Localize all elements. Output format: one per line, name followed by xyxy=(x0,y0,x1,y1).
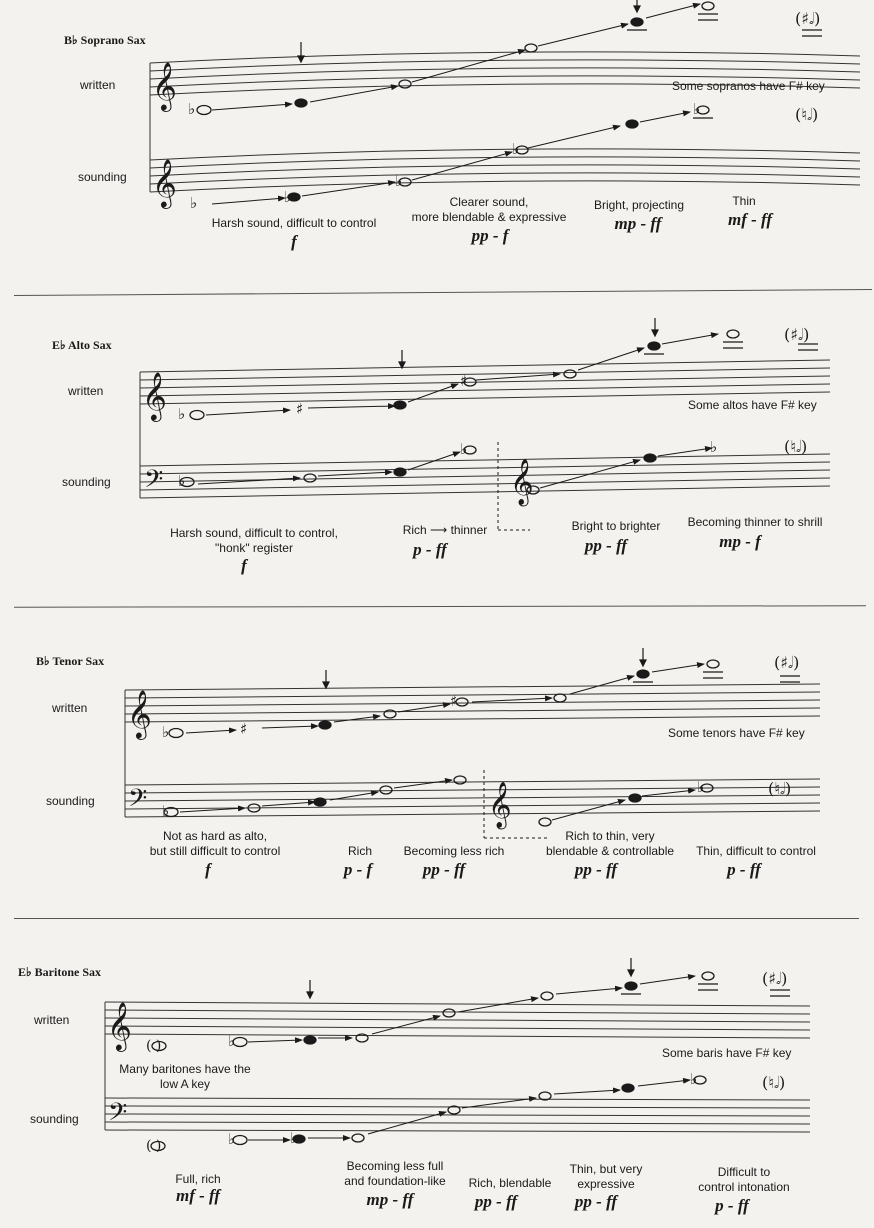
register-dynamic: pp - ff xyxy=(574,1192,618,1211)
written-extra xyxy=(0,0,25,17)
written-label: written xyxy=(80,78,116,92)
fsharp-note: Some baris have F# key xyxy=(662,1046,792,1060)
sounding-label: sounding xyxy=(62,475,111,489)
register-dynamic: pp - ff xyxy=(422,860,466,879)
fsharp-note: Some altos have F# key xyxy=(688,398,817,412)
register-desc: Becoming less full and foundation-like xyxy=(344,1159,446,1188)
register-dynamic: f xyxy=(291,232,297,251)
written-label: written xyxy=(52,701,88,715)
svg-text:(♮𝅗𝅥): (♮𝅗𝅥) xyxy=(795,105,819,124)
svg-text:♯: ♯ xyxy=(450,692,458,710)
register-dynamic: mp - ff xyxy=(366,1190,414,1209)
register-desc: Rich xyxy=(347,844,372,858)
register-desc: Rich ⟶ thinner xyxy=(402,523,488,537)
register-desc: Thin, difficult to control xyxy=(696,844,816,858)
bass-clef-icon: 𝄢 xyxy=(144,465,164,500)
svg-text:♭: ♭ xyxy=(710,438,718,456)
register-desc: Harsh sound, difficult to control, "honk" register xyxy=(170,526,338,555)
fsharp-note: Some tenors have F# key xyxy=(668,726,805,740)
register-dynamic: mp - ff xyxy=(614,214,662,233)
svg-text:(♮𝅗𝅥): (♮𝅗𝅥) xyxy=(762,1073,786,1092)
svg-text:♭: ♭ xyxy=(697,778,705,796)
fsharp-note: Some sopranos have F# key xyxy=(672,79,825,93)
register-desc: Clearer sound, more blendable & expressive xyxy=(411,195,567,224)
register-dynamic: f xyxy=(205,860,211,879)
treble-clef-icon: 𝄞 xyxy=(510,459,534,505)
register-dynamic: pp - ff xyxy=(584,536,628,555)
svg-text:♭: ♭ xyxy=(162,723,170,741)
treble-clef-icon: 𝄞 xyxy=(142,371,167,420)
register-dynamic: p - ff xyxy=(727,860,761,879)
register-desc: Becoming thinner to shrill xyxy=(687,515,823,529)
svg-text:♭: ♭ xyxy=(690,1070,698,1088)
svg-text:♯: ♯ xyxy=(240,720,248,738)
register-desc: Thin xyxy=(732,194,756,208)
treble-clef-icon: 𝄞 xyxy=(127,689,152,738)
svg-text:♭: ♭ xyxy=(178,405,186,423)
register-dynamic: f xyxy=(241,556,247,575)
treble-clef-icon: 𝄞 xyxy=(152,61,177,110)
low-a-note: Many baritones have the low A key xyxy=(119,1062,251,1091)
register-desc: Thin, but very expressive xyxy=(569,1162,643,1191)
sounding-label: sounding xyxy=(46,794,95,808)
register-dynamic: p - f xyxy=(343,860,373,879)
register-desc: Bright to brighter xyxy=(571,519,661,533)
svg-text:♭: ♭ xyxy=(228,1032,236,1050)
svg-text:♭: ♭ xyxy=(284,188,292,206)
svg-text:♯: ♯ xyxy=(296,400,304,418)
register-desc: Harsh sound, difficult to control xyxy=(211,216,377,230)
baritone-sounding-staff xyxy=(105,1098,810,1132)
svg-text:♭: ♭ xyxy=(460,440,468,458)
sounding-label: sounding xyxy=(30,1112,79,1126)
register-dynamic: p - ff xyxy=(715,1196,749,1215)
bass-clef-icon: 𝄢 xyxy=(128,784,148,819)
written-label: written xyxy=(68,384,104,398)
register-desc: Rich to thin, very blendable & controllable xyxy=(545,829,675,858)
svg-text:♭: ♭ xyxy=(190,194,198,212)
svg-text:( ): ( ) xyxy=(146,1038,162,1054)
svg-text:♭: ♭ xyxy=(228,1130,236,1148)
written-label: written xyxy=(34,1013,70,1027)
register-desc: Rich, blendable xyxy=(468,1176,552,1190)
svg-text:(♯𝅗𝅥): (♯𝅗𝅥) xyxy=(795,9,821,28)
bass-clef-icon: 𝄢 xyxy=(108,1098,128,1133)
svg-text:(♮𝅗𝅥): (♮𝅗𝅥) xyxy=(768,779,792,798)
register-dynamic: mf - ff xyxy=(175,1186,221,1205)
sounding-extra xyxy=(29,0,51,17)
svg-text:♭: ♭ xyxy=(178,472,186,490)
register-desc: Becoming less rich xyxy=(403,844,505,858)
svg-text:♭: ♭ xyxy=(290,1129,298,1147)
register-desc: Full, rich xyxy=(175,1172,221,1186)
register-dynamic: pp - ff xyxy=(574,860,618,879)
svg-text:(♯𝅗𝅥): (♯𝅗𝅥) xyxy=(784,325,810,344)
section-divider xyxy=(14,918,859,919)
svg-text:♯: ♯ xyxy=(460,372,468,390)
tenor-written-staff xyxy=(125,684,820,722)
svg-text:♭: ♭ xyxy=(162,802,170,820)
register-dynamic: pp - f xyxy=(471,226,509,245)
register-desc: Not as hard as alto, but still difficult to control xyxy=(149,829,281,858)
alto-sounding-staff xyxy=(140,454,830,498)
svg-text:♭: ♭ xyxy=(512,140,520,158)
register-dynamic: pp - ff xyxy=(474,1192,518,1211)
sounding-label: sounding xyxy=(78,170,127,184)
svg-text:(♯𝅗𝅥): (♯𝅗𝅥) xyxy=(762,969,788,988)
register-dynamic: mf - ff xyxy=(727,210,773,229)
section-title: E♭ Alto Sax xyxy=(52,338,112,352)
svg-text:(♮𝅗𝅥): (♮𝅗𝅥) xyxy=(784,437,808,456)
register-dynamic: mp - f xyxy=(719,532,761,551)
tenor-sounding-staff xyxy=(125,779,820,817)
svg-text:(♯𝅗𝅥): (♯𝅗𝅥) xyxy=(774,653,800,672)
register-dynamic: p - ff xyxy=(413,540,447,559)
section-title: B♭ Soprano Sax xyxy=(64,33,146,47)
section-title: B♭ Tenor Sax xyxy=(36,654,105,668)
treble-clef-icon: 𝄞 xyxy=(152,158,177,207)
treble-clef-icon: 𝄞 xyxy=(107,1001,132,1050)
treble-clef-icon: 𝄞 xyxy=(488,782,512,828)
svg-text:♭: ♭ xyxy=(188,100,196,118)
svg-text:♭: ♭ xyxy=(395,172,403,190)
register-desc: Bright, projecting xyxy=(593,198,685,212)
baritone-written-staff xyxy=(105,1002,810,1038)
soprano-sounding-staff xyxy=(150,149,860,192)
svg-text:♭: ♭ xyxy=(693,100,701,118)
register-desc: Difficult to control intonation xyxy=(698,1165,790,1194)
svg-text:( ): ( ) xyxy=(146,1138,162,1154)
section-title: E♭ Baritone Sax xyxy=(18,965,101,979)
